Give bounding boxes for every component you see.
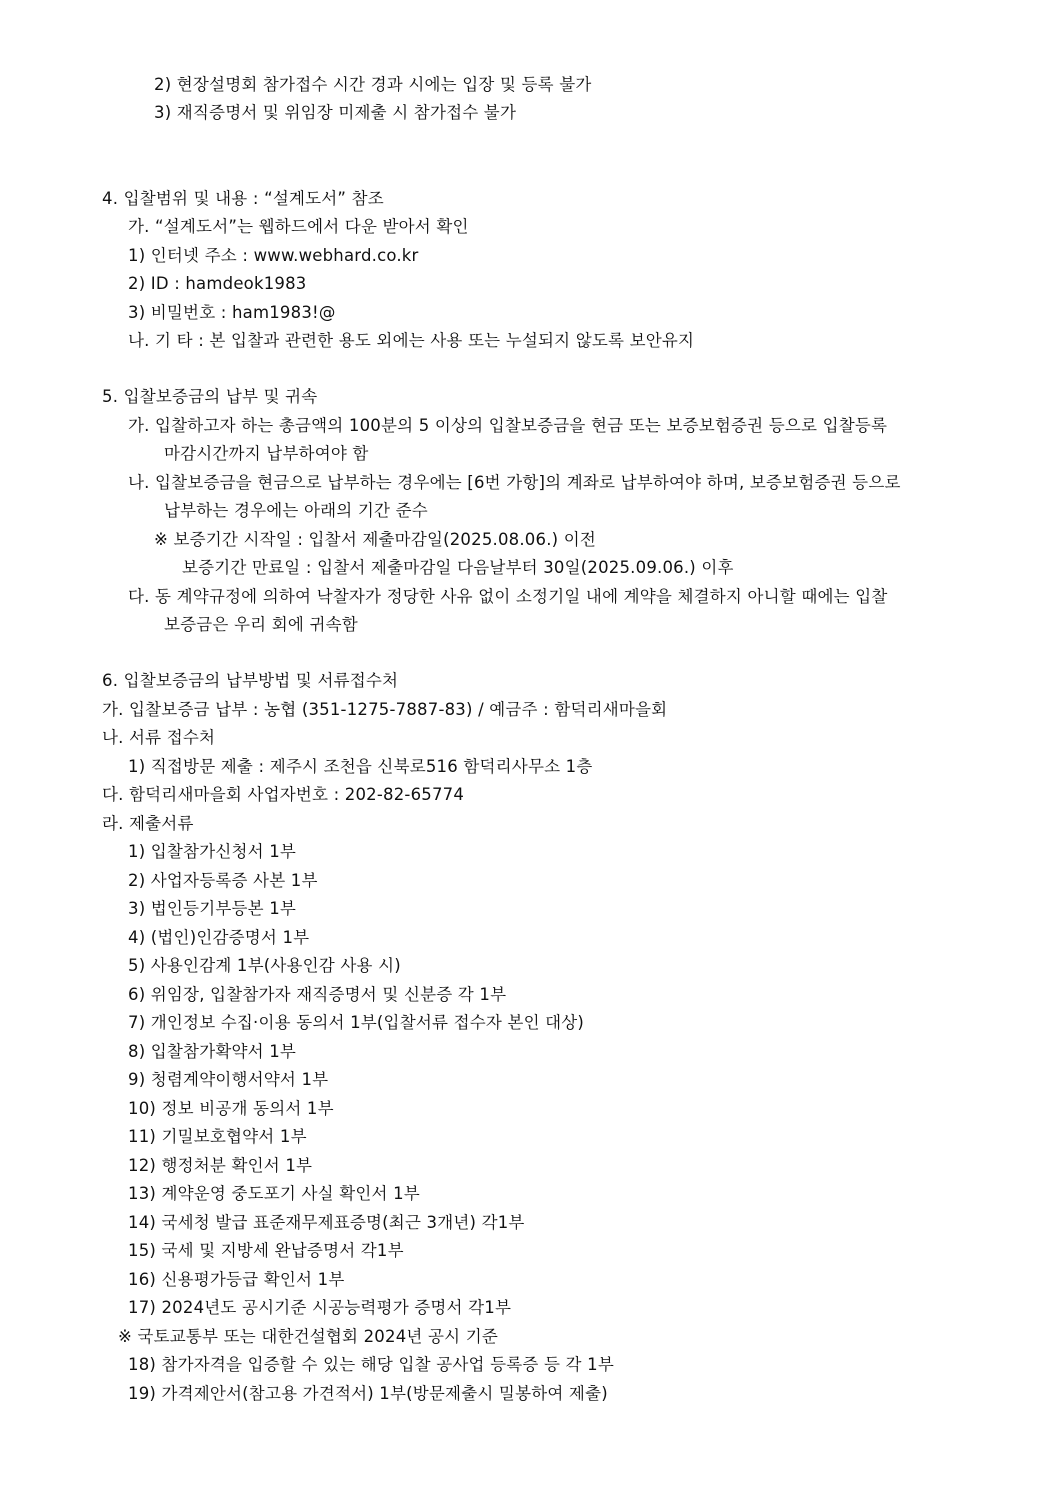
list-item: 16) 신용평가등급 확인서 1부 — [128, 1270, 345, 1289]
list-item: 6) 위임장, 입찰참가자 재직증명서 및 신분증 각 1부 — [128, 985, 507, 1004]
list-item: 8) 입찰참가확약서 1부 — [128, 1042, 297, 1061]
submission-documents-heading: 라. 제출서류 — [102, 814, 194, 833]
section-5-item-na: 나. 입찰보증금을 현금으로 납부하는 경우에는 [6번 가항]의 계좌로 납부하여야 하며, 보증보험증권 등으로 — [128, 473, 901, 492]
list-item: 7) 개인정보 수집·이용 동의서 1부(입찰서류 접수자 본인 대상) — [128, 1013, 585, 1032]
section-5-item-ga-cont: 마감시간까지 납부하여야 함 — [164, 444, 369, 463]
section-4-item-na: 나. 기 타 : 본 입찰과 관련한 용도 외에는 사용 또는 누설되지 않도록 보안유지 — [128, 331, 695, 350]
section-6-heading: 6. 입찰보증금의 납부방법 및 서류접수처 — [102, 671, 399, 690]
direct-visit-submission: 1) 직접방문 제출 : 제주시 조천읍 신북로516 함덕리사무소 1층 — [128, 757, 593, 776]
document-reception-heading: 나. 서류 접수처 — [102, 728, 216, 747]
list-item: 17) 2024년도 공시기준 시공능력평가 증명서 각1부 — [128, 1298, 512, 1317]
list-item: 10) 정보 비공개 동의서 1부 — [128, 1099, 334, 1118]
section-5-item-da: 다. 동 계약규정에 의하여 낙찰자가 정당한 사유 없이 소정기일 내에 계약을 체결하지 아니할 때에는 입찰 — [128, 587, 888, 606]
list-item: 13) 계약운영 중도포기 사실 확인서 1부 — [128, 1184, 420, 1203]
list-item: 11) 기밀보호협약서 1부 — [128, 1127, 307, 1146]
list-item: 9) 청렴계약이행서약서 1부 — [128, 1070, 329, 1089]
section-5-item-da-cont: 보증금은 우리 회에 귀속함 — [164, 615, 358, 634]
list-item: 4) (법인)인감증명서 1부 — [128, 928, 310, 947]
item-3-document-requirement: 3) 재직증명서 및 위임장 미제출 시 참가접수 불가 — [154, 103, 517, 122]
section-4-heading: 4. 입찰범위 및 내용 : “설계도서” 참조 — [102, 189, 384, 208]
list-item: 18) 참가자격을 입증할 수 있는 해당 입찰 공사업 등록증 등 각 1부 — [128, 1355, 614, 1374]
list-item: 3) 법인등기부등본 1부 — [128, 899, 297, 918]
list-item: 2) 사업자등록증 사본 1부 — [128, 871, 318, 890]
list-item: 5) 사용인감계 1부(사용인감 사용 시) — [128, 956, 401, 975]
deposit-payment-account: 가. 입찰보증금 납부 : 농협 (351-1275-7887-83) / 예금주 : 함덕리새마을회 — [102, 700, 668, 719]
list-item: 12) 행정처분 확인서 1부 — [128, 1156, 313, 1175]
list-item: 14) 국세청 발급 표준재무제표증명(최근 3개년) 각1부 — [128, 1213, 525, 1232]
note-standard: ※ 국토교통부 또는 대한건설협회 2024년 공시 기준 — [118, 1327, 498, 1346]
section-5-heading: 5. 입찰보증금의 납부 및 귀속 — [102, 387, 318, 406]
guarantee-start-date: ※ 보증기간 시작일 : 입찰서 제출마감일(2025.08.06.) 이전 — [154, 530, 597, 549]
webhard-password: 3) 비밀번호 : ham1983!@ — [128, 303, 336, 322]
section-4-item-ga: 가. “설계도서”는 웹하드에서 다운 받아서 확인 — [128, 217, 469, 236]
list-item: 19) 가격제안서(참고용 가견적서) 1부(방문제출시 밀봉하여 제출) — [128, 1384, 608, 1403]
webhard-id: 2) ID : hamdeok1983 — [128, 274, 307, 293]
item-2-registration-deadline: 2) 현장설명회 참가접수 시간 경과 시에는 입장 및 등록 불가 — [154, 75, 592, 94]
guarantee-end-date: 보증기간 만료일 : 입찰서 제출마감일 다음날부터 30일(2025.09.06.) 이후 — [182, 558, 734, 577]
section-5-item-na-cont: 납부하는 경우에는 아래의 기간 준수 — [164, 501, 428, 520]
section-5-item-ga: 가. 입찰하고자 하는 총금액의 100분의 5 이상의 입찰보증금을 현금 또는 보증보험증권 등으로 입찰등록 — [128, 416, 888, 435]
webhard-address: 1) 인터넷 주소 : www.webhard.co.kr — [128, 246, 419, 265]
business-registration-number: 다. 함덕리새마을회 사업자번호 : 202-82-65774 — [102, 785, 465, 804]
list-item: 1) 입찰참가신청서 1부 — [128, 842, 297, 861]
list-item: 15) 국세 및 지방세 완납증명서 각1부 — [128, 1241, 404, 1260]
